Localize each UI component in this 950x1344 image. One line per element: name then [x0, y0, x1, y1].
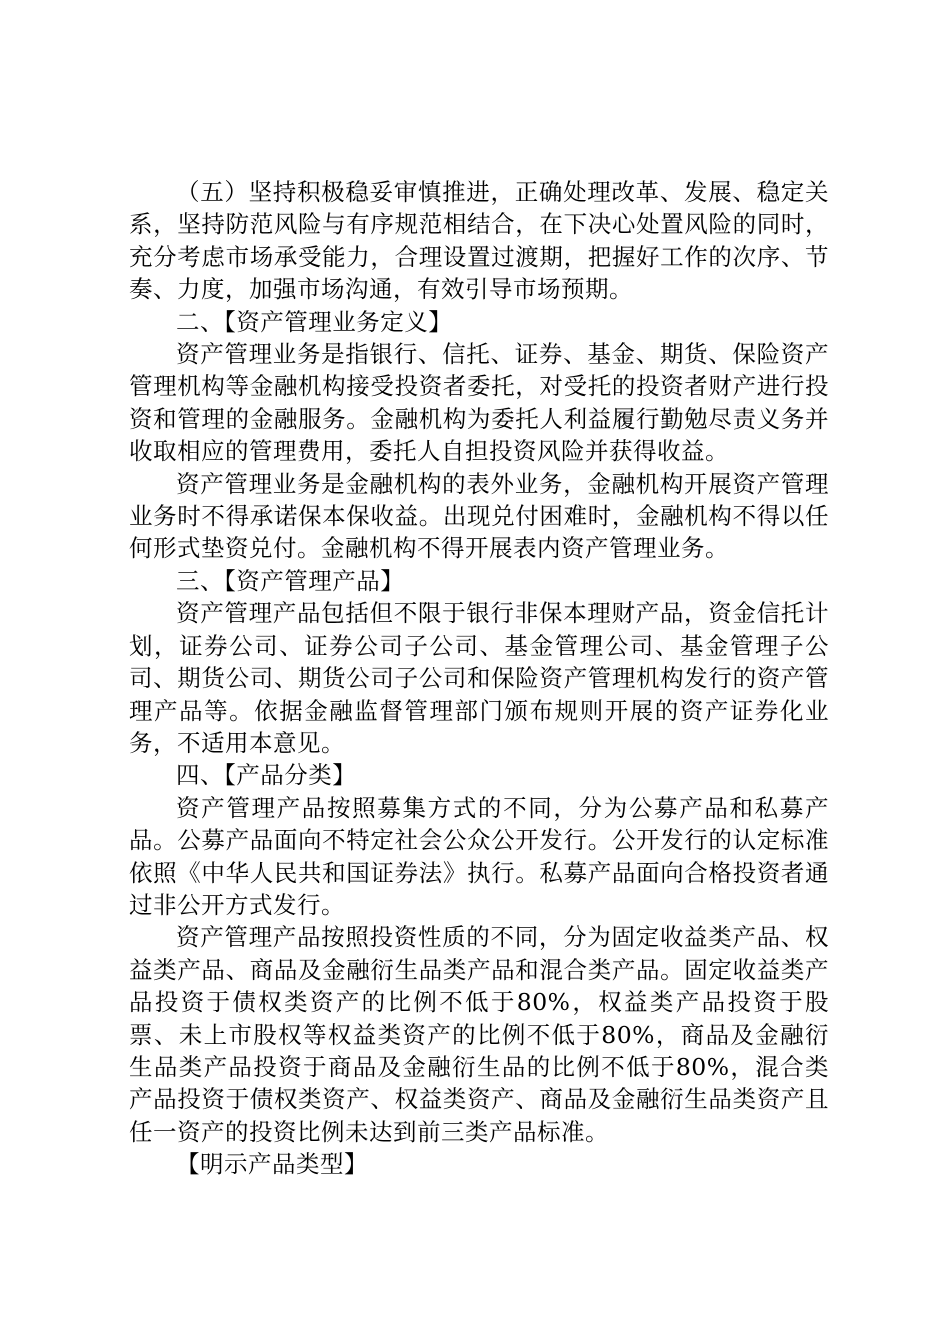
- section-heading-4: 四、【产品分类】: [176, 761, 357, 790]
- paragraph-products: 资产管理产品包括但不限于银行非保本理财产品，资金信托计划，证券公司、证券公司子公司、基金管理公司、基金管理子公司、期货公司、期货公司子公司和保险资产管理机构发行的资产管理产品等。依据金融监督管理部门颁布规则开展的资产证券化业务，不适用本意见。: [129, 599, 829, 757]
- paragraph-investment-classification: 资产管理产品按照投资性质的不同，分为固定收益类产品、权益类产品、商品及金融衍生品类产品和混合类产品。固定收益类产品投资于债权类资产的比例不低于80%，权益类产品投资于股票、未上市股权等权益类资产的比例不低于80%，商品及金融衍生品类产品投资于商品及金融衍生品的比例不低于80%，混合类产品投资于债权类资产、权益类资产、商品及金融衍生品类资产且任一资产的投资比例未达到前三类产品标准。: [129, 923, 829, 1146]
- document-body: [129, 176, 829, 1181]
- section-heading-product-type: 【明示产品类型】: [176, 1150, 368, 1179]
- paragraph-principle-five: （五）坚持积极稳妥审慎推进，正确处理改革、发展、稳定关系，坚持防范风险与有序规范相结合，在下决心处置风险的同时，充分考虑市场承受能力，合理设置过渡期，把握好工作的次序、节奏、力度，加强市场沟通，有效引导市场预期。: [129, 178, 829, 304]
- paragraph-definition: 资产管理业务是指银行、信托、证券、基金、期货、保险资产管理机构等金融机构接受投资者委托，对受托的投资者财产进行投资和管理的金融服务。金融机构为委托人利益履行勤勉尽责义务并收取相应的管理费用，委托人自担投资风险并获得收益。: [129, 340, 829, 466]
- paragraph-off-balance: 资产管理业务是金融机构的表外业务，金融机构开展资产管理业务时不得承诺保本保收益。出现兑付困难时，金融机构不得以任何形式垫资兑付。金融机构不得开展表内资产管理业务。: [129, 469, 829, 563]
- section-heading-3: 三、【资产管理产品】: [176, 566, 405, 595]
- paragraph-fundraising-classification: 资产管理产品按照募集方式的不同，分为公募产品和私募产品。公募产品面向不特定社会公众公开发行。公开发行的认定标准依照《中华人民共和国证券法》执行。私募产品面向合格投资者通过非公开方式发行。: [129, 793, 829, 919]
- section-heading-2: 二、【资产管理业务定义】: [176, 307, 453, 336]
